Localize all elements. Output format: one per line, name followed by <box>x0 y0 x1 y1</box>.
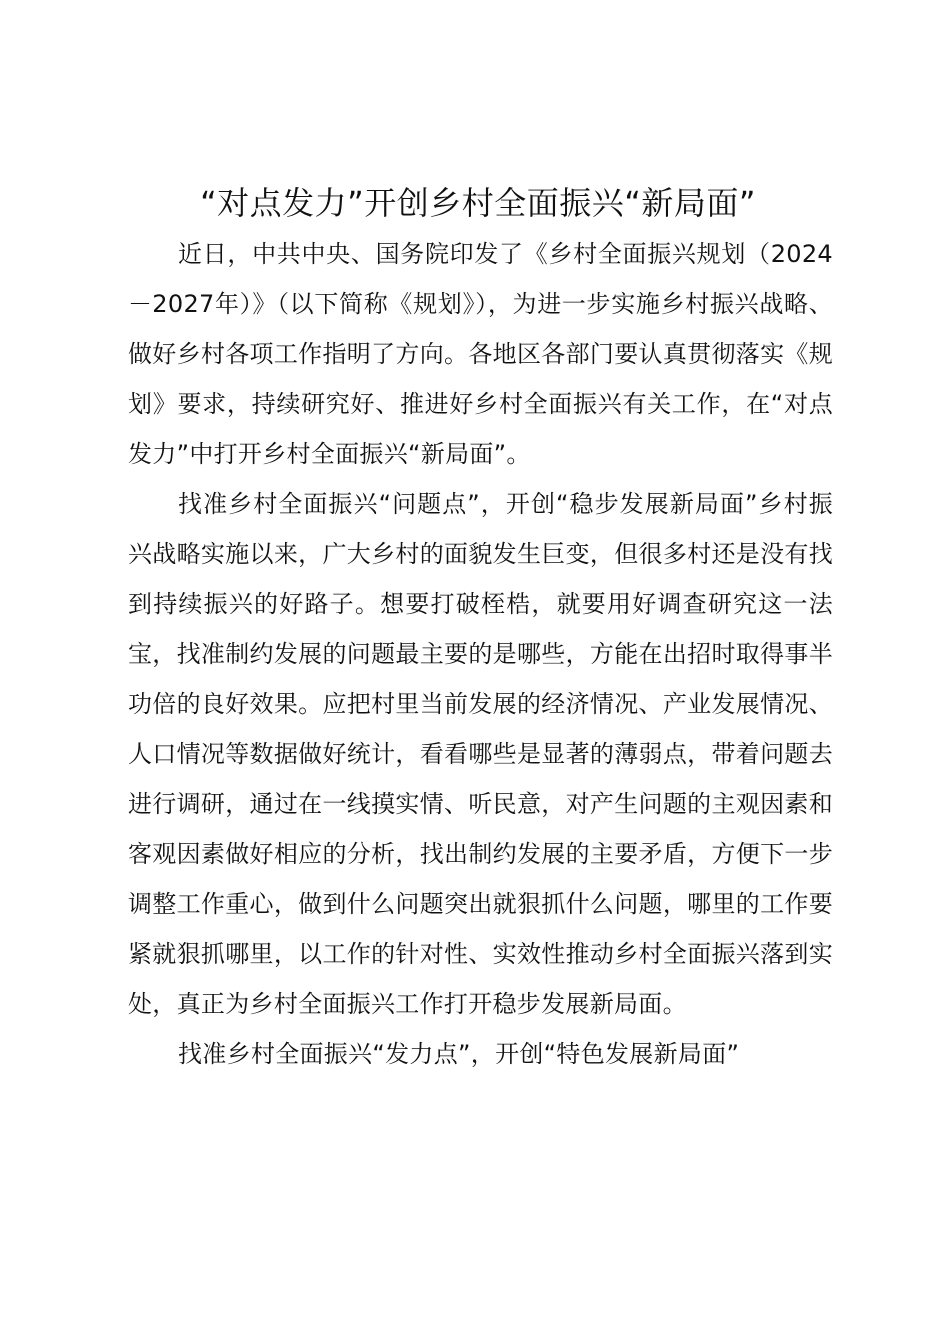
paragraph-problem-point: 找准乡村全面振兴“问题点”，开创“稳步发展新局面”乡村振兴战略实施以来，广大乡村的面貌发生巨变，但很多村还是没有找到持续振兴的好路子。想要打破桎梏，就要用好调查研究这一法宝，找准制约发展的问题最主要的是哪些，方能在出招时取得事半功倍的良好效果。应把村里当前发展的经济情况、产业发展情况、人口情况等数据做好统计，看看哪些是显著的薄弱点，带着问题去进行调研，通过在一线摸实情、听民意，对产生问题的主观因素和客观因素做好相应的分析，找出制约发展的主要矛盾，方便下一步调整工作重心，做到什么问题突出就狠抓什么问题，哪里的工作要紧就狠抓哪里，以工作的针对性、实效性推动乡村全面振兴落到实处，真正为乡村全面振兴工作打开稳步发展新局面。 <box>128 490 833 1018</box>
document-body <box>128 229 833 1079</box>
paragraph-effort-point-heading: 找准乡村全面振兴“发力点”，开创“特色发展新局面” <box>178 1040 740 1068</box>
paragraph-intro: 近日，中共中央、国务院印发了《乡村全面振兴规划（2024－2027年）》（以下简称《规划》），为进一步实施乡村振兴战略、做好乡村各项工作指明了方向。各地区各部门要认真贯彻落实《规划》要求，持续研究好、推进好乡村全面振兴有关工作，在“对点发力”中打开乡村全面振兴“新局面”。 <box>128 240 833 468</box>
document-title: “对点发力”开创乡村全面振兴“新局面” <box>200 184 756 222</box>
